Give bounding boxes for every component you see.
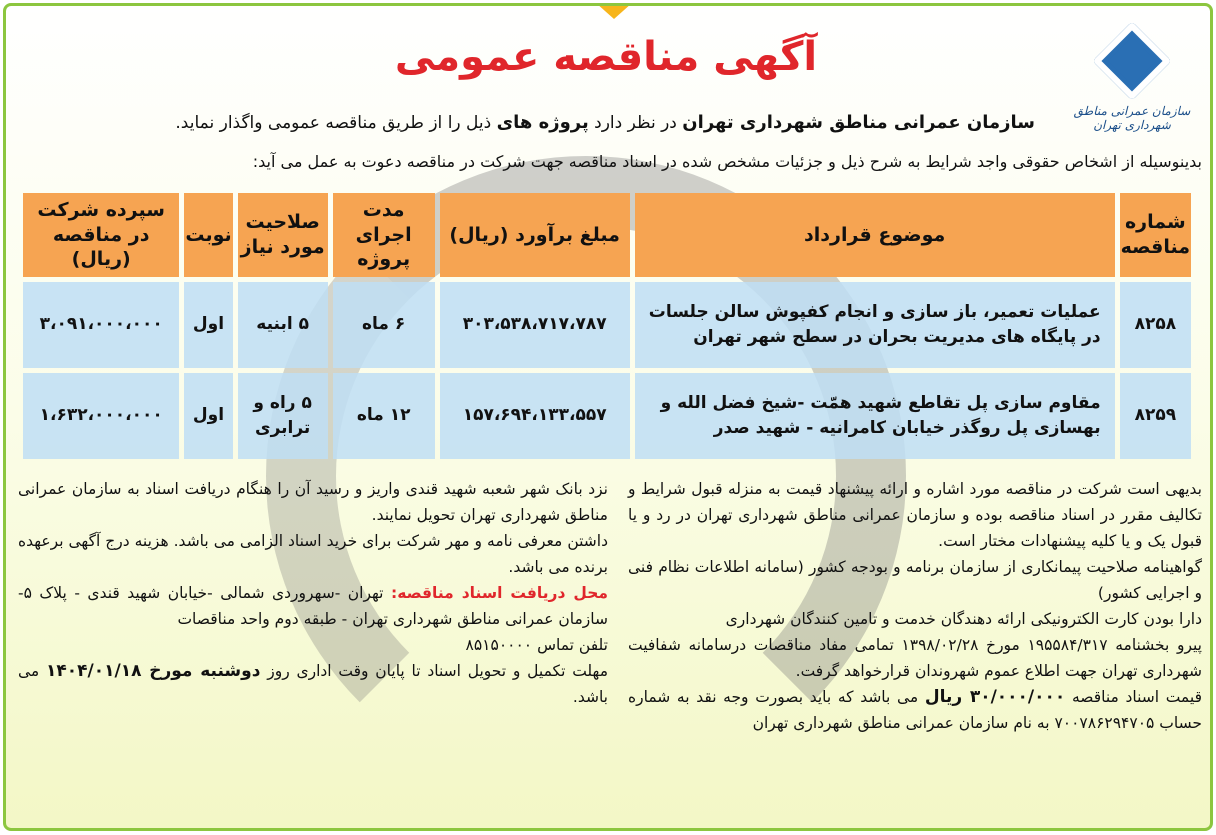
deadline-date: دوشنبه مورخ ۱۴۰۴/۰۱/۱۸: [46, 661, 261, 681]
header-subject: موضوع قرارداد: [635, 193, 1115, 277]
condition-paragraph: گواهینامه صلاحیت پیمانکاری از سازمان برنامه و بودجه کشور (سامانه اطلاعات نظام فنی و اجرایی کشور): [628, 558, 1202, 602]
deadline-prefix: مهلت تکمیل و تحویل اسناد تا پایان وقت اداری روز: [260, 662, 608, 680]
cell-amount: ۳۰۳،۵۳۸،۷۱۷،۷۸۷: [440, 282, 630, 368]
header-turn: نوبت: [184, 193, 232, 277]
cell-duration: ۶ ماه: [333, 282, 435, 368]
cell-qualification: ۵ ابنیه: [238, 282, 328, 368]
header-number: شماره مناقصه: [1120, 193, 1191, 277]
cell-duration: ۱۲ ماه: [333, 373, 435, 459]
table-row: [23, 373, 1191, 459]
price-suffix: می باشد که باید بصورت وجه نقد به شماره حساب ۷۰۰۷۸۶۲۹۴۷۰۵ به نام سازمان عمرانی مناطق شهرداری تهران: [628, 688, 1202, 732]
header-amount: مبلغ برآورد (ریال): [440, 193, 630, 277]
document-price-paragraph: [628, 684, 1202, 736]
location-address: تهران -سهروردی شمالی -خیابان شهید قندی - پلاک ۵- سازمان عمرانی مناطق شهرداری تهران - طبقه دوم واحد مناقصات: [18, 584, 608, 628]
conditions-right-column: [628, 476, 1202, 736]
tender-table: [18, 188, 1196, 464]
cell-number: ۸۲۵۹: [1120, 373, 1191, 459]
cell-subject: مقاوم سازی پل تقاطع شهید همّت -شیخ فضل الله و بهسازی پل روگذر خیابان کامرانیه - شهید صدر: [635, 373, 1115, 459]
ad-title: آگهی مناقصه عمومی: [394, 34, 818, 80]
cell-turn: اول: [184, 282, 232, 368]
intro-line: [175, 112, 1035, 133]
location-label: محل دریافت اسناد مناقصه:: [391, 584, 608, 602]
intro-mid: در نظر دارد: [588, 113, 683, 133]
document-price: ۳۰/۰۰۰/۰۰۰ ریال: [924, 687, 1066, 707]
cell-number: ۸۲۵۸: [1120, 282, 1191, 368]
phone-number: تلفن تماس ۸۵۱۵۰۰۰۰: [465, 636, 608, 654]
cell-turn: اول: [184, 373, 232, 459]
deadline-suffix: می باشد.: [18, 662, 608, 706]
cell-deposit: ۳،۰۹۱،۰۰۰،۰۰۰: [23, 282, 179, 368]
condition-paragraph: پیرو بخشنامه ۱۹۵۵۸۴/۳۱۷ مورخ ۱۳۹۸/۰۲/۲۸ تمامی مفاد مناقصات درسامانه شفافیت شهرداری تهران جهت اطلاع عموم شهروندان قرارخواهد گرفت.: [628, 636, 1202, 680]
condition-paragraph: دارا بودن کارت الکترونیکی ارائه دهندگان خدمت و تامین کنندگان شهرداری: [725, 610, 1202, 628]
logo-icon: [1092, 21, 1171, 100]
condition-paragraph: نزد بانک شهر شعبه شهید قندی واریز و رسید آن را هنگام دریافت اسناد به سازمان عمرانی مناطق شهرداری تهران تحویل نمایند.: [18, 480, 608, 524]
tender-ad: [3, 3, 1213, 831]
header-duration: مدت اجرای پروژه: [333, 193, 435, 277]
header-qualification: صلاحیت مورد نیاز: [238, 193, 328, 277]
org-logo: [1062, 26, 1202, 136]
notch-decoration: [596, 3, 632, 19]
intro-projects: پروژه های: [496, 112, 589, 133]
condition-paragraph: داشتن معرفی نامه و مهر شرکت برای خرید اسناد الزامی می باشد. هزینه درج آگهی برعهده برنده می باشد.: [18, 532, 608, 576]
table-row: [23, 282, 1191, 368]
price-prefix: قیمت اسناد مناقصه: [1065, 688, 1202, 706]
org-name: سازمان عمرانی مناطق شهرداری تهران: [682, 112, 1035, 133]
invitation-line: بدینوسیله از اشخاص حقوقی واجد شرایط به شرح ذیل و جزئیات مشخص شده در اسناد مناقصه جهت شرکت در مناقصه دعوت به عمل می آید:: [252, 152, 1202, 171]
cell-qualification: ۵ راه و ترابری: [238, 373, 328, 459]
header-deposit: سپرده شرکت در مناقصه (ریال): [23, 193, 179, 277]
cell-amount: ۱۵۷،۶۹۴،۱۳۳،۵۵۷: [440, 373, 630, 459]
cell-deposit: ۱،۶۳۲،۰۰۰،۰۰۰: [23, 373, 179, 459]
table-header: [23, 193, 1191, 277]
conditions-left-column: [18, 476, 608, 710]
location-paragraph: [18, 580, 608, 632]
deadline-paragraph: [18, 658, 608, 710]
logo-text: سازمان عمرانی مناطق شهرداری تهران: [1073, 104, 1191, 132]
condition-paragraph: بدیهی است شرکت در مناقصه مورد اشاره و ارائه پیشنهاد قیمت به منزله قبول شرایط و تکالیف مقرر در اسناد مناقصه بوده و سازمان عمرانی مناطق شهرداری تهران در رد و یا قبول یک و یا کلیه پیشنهادات مختار است.: [628, 480, 1202, 550]
intro-end: ذیل را از طریق مناقصه عمومی واگذار نماید.: [175, 113, 492, 133]
cell-subject: عملیات تعمیر، باز سازی و انجام کفپوش سالن جلسات در پایگاه های مدیریت بحران در سطح شهر تهران: [635, 282, 1115, 368]
